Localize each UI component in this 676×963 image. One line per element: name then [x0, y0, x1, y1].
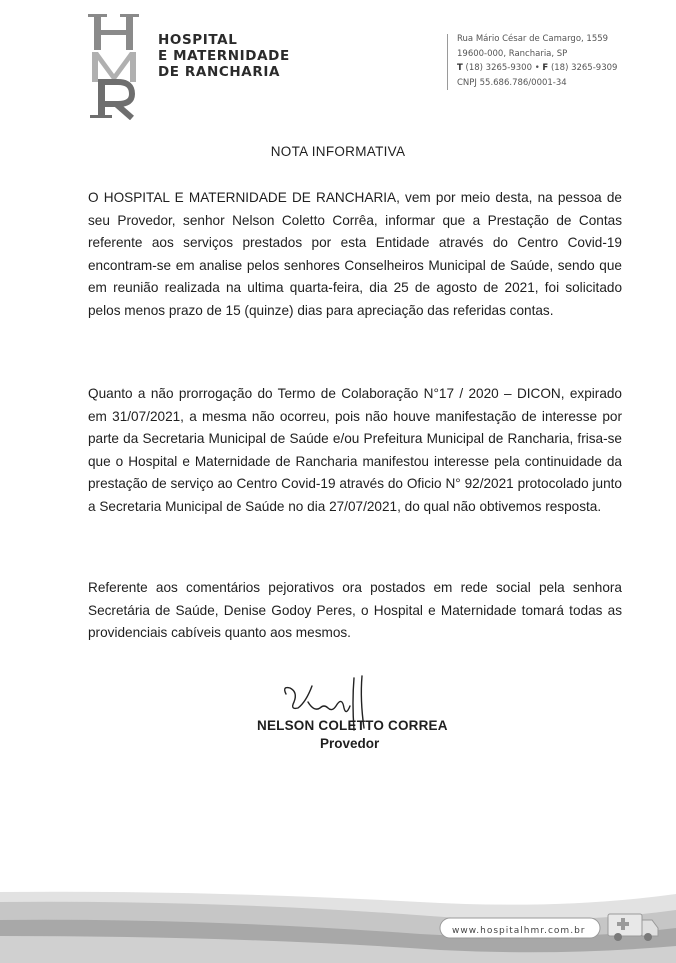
contact-separator: • [534, 63, 540, 73]
contact-fax: (18) 3265-9309 [550, 63, 618, 73]
signer-role: Provedor [320, 736, 380, 751]
contact-city: 19600-000, Rancharia, SP [457, 48, 568, 59]
contact-phone: (18) 3265-9300 [465, 63, 532, 73]
hmr-logo [84, 12, 148, 120]
hospital-name-line-1: HOSPITAL [158, 32, 238, 48]
hospital-name-line-3: DE RANCHARIA [158, 64, 280, 80]
fax-prefix: F [542, 63, 549, 73]
signer-name: NELSON COLETTO CORREA [257, 718, 448, 733]
ambulance-icon [604, 906, 662, 946]
footer-wave-band [0, 880, 676, 963]
phone-prefix: T [457, 63, 463, 73]
footer-website-url: www.hospitalhmr.com.br [452, 926, 586, 936]
contact-cnpj: CNPJ 55.686.786/0001-34 [457, 77, 567, 88]
paragraph-1: O HOSPITAL E MATERNIDADE DE RANCHARIA, vem por meio desta, na pessoa de seu Provedor, senhor Nelson Coletto Corrêa, informar que a Prestação de Contas referente aos serviços prestados por esta Entidade através do Centro Covid-19 encontram-se em analise pelos senhores Conselheiros Municipal de Saúde, sendo que em reunião realizada na ultima quarta-feira, dia 25 de agosto de 2021, foi solicitado pelos menos prazo de 15 (quinze) dias para apreciação das referidas contas. [88, 190, 622, 318]
hospital-name-line-2: E MATERNIDADE [158, 48, 290, 64]
contact-address: Rua Mário César de Camargo, 1559 [457, 34, 609, 44]
paragraph-3: Referente aos comentários pejorativos ora postados em rede social pela senhora Secretária de Saúde, Denise Godoy Peres, o Hospital e Maternidade tomará todas as providenciais cabíveis quanto aos mesmos. [88, 580, 622, 641]
contact-phones [457, 61, 617, 76]
hospital-name [158, 32, 290, 80]
contact-block [457, 32, 617, 90]
paragraph-2: Quanto a não prorrogação do Termo de Colaboração N°17 / 2020 – DICON, expirado em 31/07/2021, a mesma não ocorreu, pois não houve manifestação de interesse por parte da Secretaria Municipal de Saúde e/ou Prefeitura Municipal de Rancharia, frisa-se que o Hospital e Maternidade de Rancharia manifestou interesse pela continuidade da prestação de serviço ao Centro Covid-19 através do Oficio N° 92/2021 protocolado junto a Secretaria Municipal de Saúde no dia 27/07/2021, do qual não obtivemos resposta. [88, 386, 622, 514]
document-title: NOTA INFORMATIVA [270, 144, 406, 159]
header-divider [447, 34, 448, 90]
